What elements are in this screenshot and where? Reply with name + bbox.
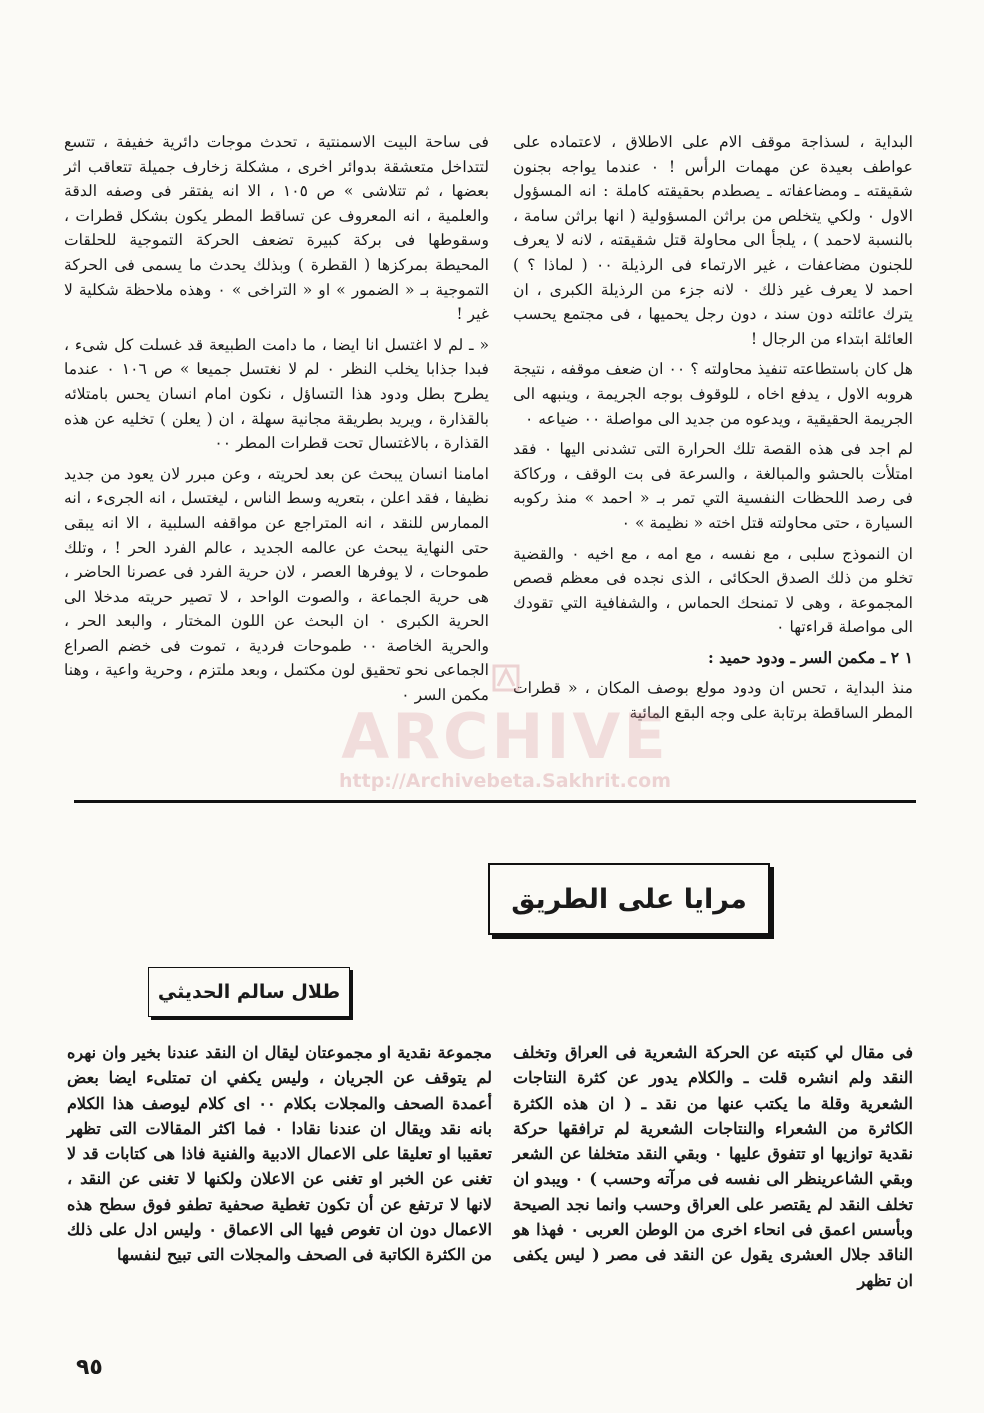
paragraph: امامنا انسان يبحث عن بعد لحريته ، وعن مبرر لان يعود من جديد نظيفا ، فقد اعلن ، بتعريه وسط الناس ، ليغتسل ، انه الجرىء ، انه الممارس للنقد ، انه المتراجع عن مواقفه السلبية ، الا انه يبقى حتى النهاية يبحث عن عالمه الجديد ، عالم الفرد الحر ! ، وتلك طموحات ، لا يوفرها العصر ، لان حرية الفرد فى عصرنا الحاضر ، هى حرية الجماعة ، والصوت الواحد ، لا تصير حريته مدخلا الى الحرية الكبرى ٠ ان البحث عن اللون المختار ، والبعد الحر ، والحرية الخاصة ٠٠ طموحات فردية ، تموت فى خضم الصراع الجماعى نحو تحقيق لون مكتمل ، وبعد ملتزم ، وحرية واعية ، وهنا مكمن السر ٠	[64, 464, 489, 705]
author-box	[148, 967, 350, 1017]
paragraph: لم اجد فى هذه القصة تلك الحرارة التى تشدنى اليها ٠ فقد امتلأت بالحشو والمبالغة ، والسرعة فى بت الوقف ، وركاكة فى رصد اللحظات النفسية التي تمر بـ « احمد » منذ ركوبه السيارة ، حتى محاولته قتل اخته « نظيمة » ٠	[513, 440, 913, 532]
article-bottom-right-column	[513, 1040, 913, 1299]
section-title-box	[488, 863, 770, 935]
paragraph: فى ساحة البيت الاسمنتية ، تحدث موجات دائرية خفيفة ، تتسع لتتداخل متعشقة بدوائر اخرى ، مشكلة زخارف جميلة تتعاقب اثر بعضها ، ثم تتلاشى » ص ١٠٥ ، الا انه يفتقر فى وصفه الدقة والعلمية ، انه المعروف عن تساقط المطر يكون بشكل قطرات ، وسقوطها فى بركة كبيرة تضعف الحركة التموجية للحلقات المحيطة بمركزها ( القطرة ) وبذلك يحدث ما يسمى فى الحركة التموجية بـ « الضمور » او « التراخى » ٠ وهذه ملاحظة شكلية لا غير !	[64, 133, 490, 324]
paragraph: ان النموذج سلبى ، مع نفسه ، مع امه ، مع اخيه ٠ والقضية تخلو من ذلك الصدق الحكائى ، الذى نجده فى معظم قصص المجموعة ، وهى لا تمنحك الحماس ، والشفافية التي تقودك الى مواصلة قراءتها ٠	[513, 544, 913, 637]
watermark-url: http://Archivebeta.Sakhrit.com	[339, 770, 671, 792]
paragraph: فى مقال لي كتبته عن الحركة الشعرية فى العراق وتخلف النقد ولم انشره قلت ـ والكلام يدور عن كثرة النتاجات الشعرية وقلة ما يكتب عنها من نقد ـ ( ان هذه الكثرة الكاثرة من الشعراء والنتاجات الشعرية لم ترافقها حركة نقدية توازيها او تتفوق عليها ٠ وبقي النقد متخلفا عن الشعر وبقي الشاعرينظر الى نفسه فى مرآته وحسب ) ٠ ويبدو ان تخلف النقد لم يقتصر على العراق وحسب وانما نجد الصيحة وبأسس اعمق فى انحاء اخرى من الوطن العربى ٠ فهذا هو الناقد جلال العشرى يقول عن النقد فى مصر ( ليس يكفى ان تظهر	[513, 1043, 913, 1290]
author-name: طلال سالم الحديثي	[157, 981, 341, 1003]
article-bottom-left-column	[67, 1040, 492, 1274]
paragraph: منذ البداية ، تحس ان ودود مولع بوصف المكان ، « قطرات المطر الساقطة برتابة على وجه البقع المائية	[513, 679, 913, 723]
section-subheading: ١ ٢ ـ مكمن السر ـ ودود حميد :	[707, 647, 913, 667]
section-title: مرايا على الطريق	[511, 883, 747, 915]
paragraph: مجموعة نقدية او مجموعتان ليقال ان النقد عندنا بخير وان نهره لم يتوقف عن الجريان ، وليس يكفي ان تمتلىء ايضا بعض أعمدة الصحف والمجلات بكلام ٠٠ اى كلام ليوصف هذا الكلام بانه نقد ويقال ان عندنا نقادا ٠ فما اكثر المقالات التى تظهر تعقيبا او تعليقا على الاعمال الادبية والفنية فاذا هى كتابات قد لا تغنى عن الخبر او تغنى عن الاعلان ولكنها لا تغنى عن النقد ، لانها لا ترتفع عن أن تكون تغطية صحفية تطفو فوق سطح هذه الاعمال دون ان تغوص فيها الى الاعماق ٠ وليس ادل على ذلك من الكثرة الكاتبة فى الصحف والمجلات التى تبيح لنفسها	[67, 1043, 493, 1265]
paragraph: البداية ، لسذاجة موقف الام على الاطلاق ، لاعتماده على عواطف بعيدة عن مهمات الرأس ! ٠ عندما يواجه بجنون شقيقته ـ ومضاعفاته ـ يصطدم بحقيقته كاملة : انه المسؤول الاول ٠ ولكي يتخلص من براثن المسؤولية ( انها براثن سامة ، بالنسبة لاحمد ) ، يلجأ الى محاولة قتل شقيقته ، لانه لا يعرف للجنون مضاعفات ، غير الارتماء فى الرذيلة ٠٠ ( لماذا ؟ ) احمد لا يعرف غير ذلك ٠ لانه جزء من الرذيلة الكبرى ، ان يترك عائلته دون سند ، دون رجل يحميها ، فى مجتمع يحسب العائلة ابتداء من الرجال !	[513, 133, 913, 348]
article-top-left-column	[64, 130, 489, 714]
paragraph: هل كان باستطاعته تنفيذ محاولته ؟ ٠٠ ان ضعف موقفه ، نتيجة هروبه الاول ، يدفع اخاه ، للوقوف بوجه الجريمة ، وينبهه الى الجريمة الحقيقية ، ويدعوه من جديد الى مواصلة ٠٠ ضياعه ٠	[513, 360, 914, 428]
page-number: ٩٥	[76, 1355, 103, 1380]
article-top-right-column	[513, 130, 913, 732]
paragraph: « ـ لم لا اغتسل انا ايضا ، ما دامت الطبيعة قد غسلت كل شىء ، فبدا جذابا يخلب النظر ٠ لم لا نغتسل جميعا » ص ١٠٦ ٠ عندما يطرح بطل ودود هذا التساؤل ، نكون امام انسان يحس بامتلائه بالقذارة ، ويريد بطريقة مجانية سهلة ، ان ( يعلن ) تخليه عن هذه القذارة ، بالاغتسال تحت قطرات المطر ٠٠	[64, 335, 489, 453]
watermark-text: ARCHIVE	[341, 700, 669, 773]
section-divider	[74, 800, 916, 803]
